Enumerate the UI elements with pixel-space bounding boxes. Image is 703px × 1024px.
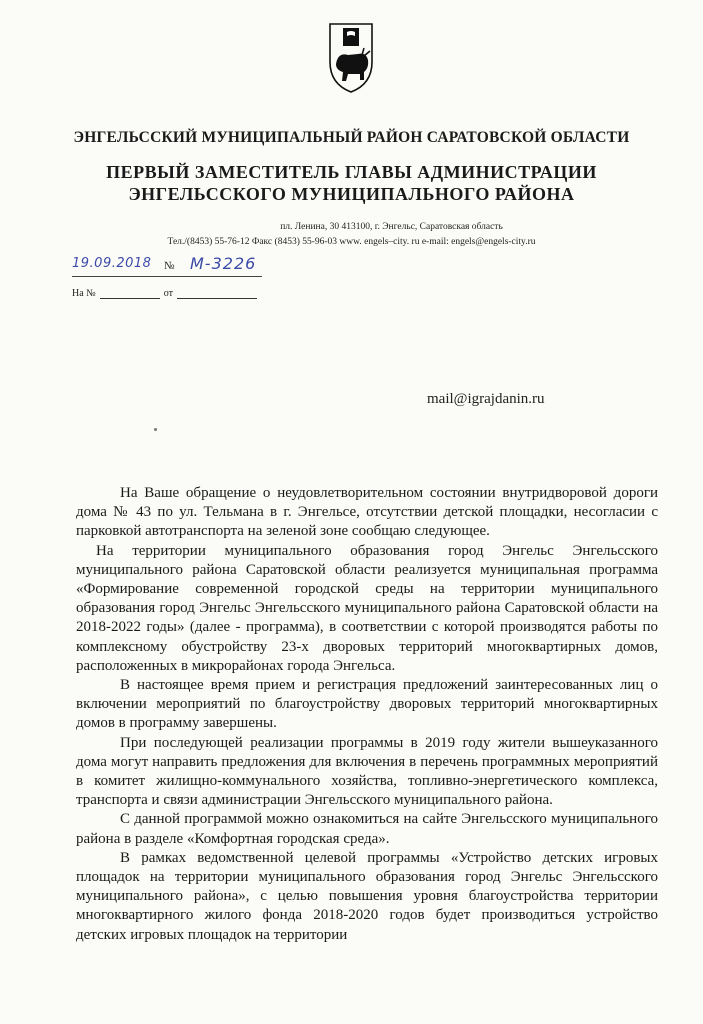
reference-date-blank bbox=[177, 288, 257, 299]
paragraph: На территории муниципального образования город Энгельс Энгельсского муниципального района Саратовской области реализуется муниципальная программа «Формирование современной городской среды на территории муниципального образования город Энгельс Энгельсского муниципального района Саратовской области на 2018-2022 годы» (далее - программа), в соответствии с которой производятся работы по комплексному обустройству 23-х дворовых территорий многоквартирных домов, расположенных в микрорайонах города Энгельса. bbox=[76, 542, 658, 674]
reference-from-label: от bbox=[163, 288, 173, 299]
official-title-line2: ЭНГЕЛЬССКОГО МУНИЦИПАЛЬНОГО РАЙОНА bbox=[128, 184, 575, 204]
contacts-line: Тел./(8453) 55-76-12 Факс (8453) 55-96-03 www. engels–city. ru e-mail: engels@engels-city.ru bbox=[167, 237, 536, 247]
registration-date: 19.09.2018 bbox=[72, 256, 152, 271]
registration-number: М-3226 bbox=[190, 254, 257, 273]
paragraph: На Ваше обращение о неудовлетворительном состоянии внутридворовой дороги дома № 43 по ул. Тельмана в г. Энгельсе, отсутствии детской площадки, несогласии с парковкой автотранспорта на зеленой зоне сообщаю следующее. bbox=[76, 485, 658, 540]
paragraph: В настоящее время прием и регистрация предложений заинтересованных лиц о включении мероприятий по благоустройству дворовых территорий многоквартирных домов в программу завершены. bbox=[76, 677, 658, 732]
scan-speck bbox=[154, 428, 157, 431]
address-line: пл. Ленина, 30 413100, г. Энгельс, Саратовская область bbox=[280, 222, 503, 232]
coat-of-arms-emblem bbox=[328, 22, 374, 94]
organization-name: ЭНГЕЛЬССКИЙ МУНИЦИПАЛЬНЫЙ РАЙОН САРАТОВСКОЙ ОБЛАСТИ bbox=[73, 129, 630, 146]
reference-number-blank bbox=[100, 288, 160, 299]
recipient-email: mail@igrajdanin.ru bbox=[427, 391, 545, 407]
reference-prefix: На № bbox=[72, 288, 96, 299]
paragraph: В рамках ведомственной целевой программы «Устройство детских игровых площадок на территории муниципального образования город Энгельс Энгельсского муниципального района», с целью повышения уровня благоустройства территории многоквартирного жилого фонда 2018-2020 годов будет производиться устройство детских игровых площадок на территории bbox=[76, 849, 658, 943]
registration-underline bbox=[72, 276, 262, 277]
official-title-line1: ПЕРВЫЙ ЗАМЕСТИТЕЛЬ ГЛАВЫ АДМИНИСТРАЦИИ bbox=[106, 162, 597, 182]
paragraph: При последующей реализации программы в 2019 году жители вышеуказанного дома могут направить предложения для включения в перечень программных мероприятий в комитет жилищно-коммунального хозяйства, топливно-энергетического комплекса, транспорта и связи администрации Энгельсского муниципального района. bbox=[76, 734, 658, 809]
reference-row bbox=[72, 288, 257, 299]
registration-row bbox=[72, 256, 392, 280]
letter-body bbox=[76, 484, 658, 945]
registration-number-label: № bbox=[164, 260, 175, 272]
paragraph: С данной программой можно ознакомиться на сайте Энгельсского муниципального района в разделе «Комфортная городская среда». bbox=[76, 811, 658, 847]
